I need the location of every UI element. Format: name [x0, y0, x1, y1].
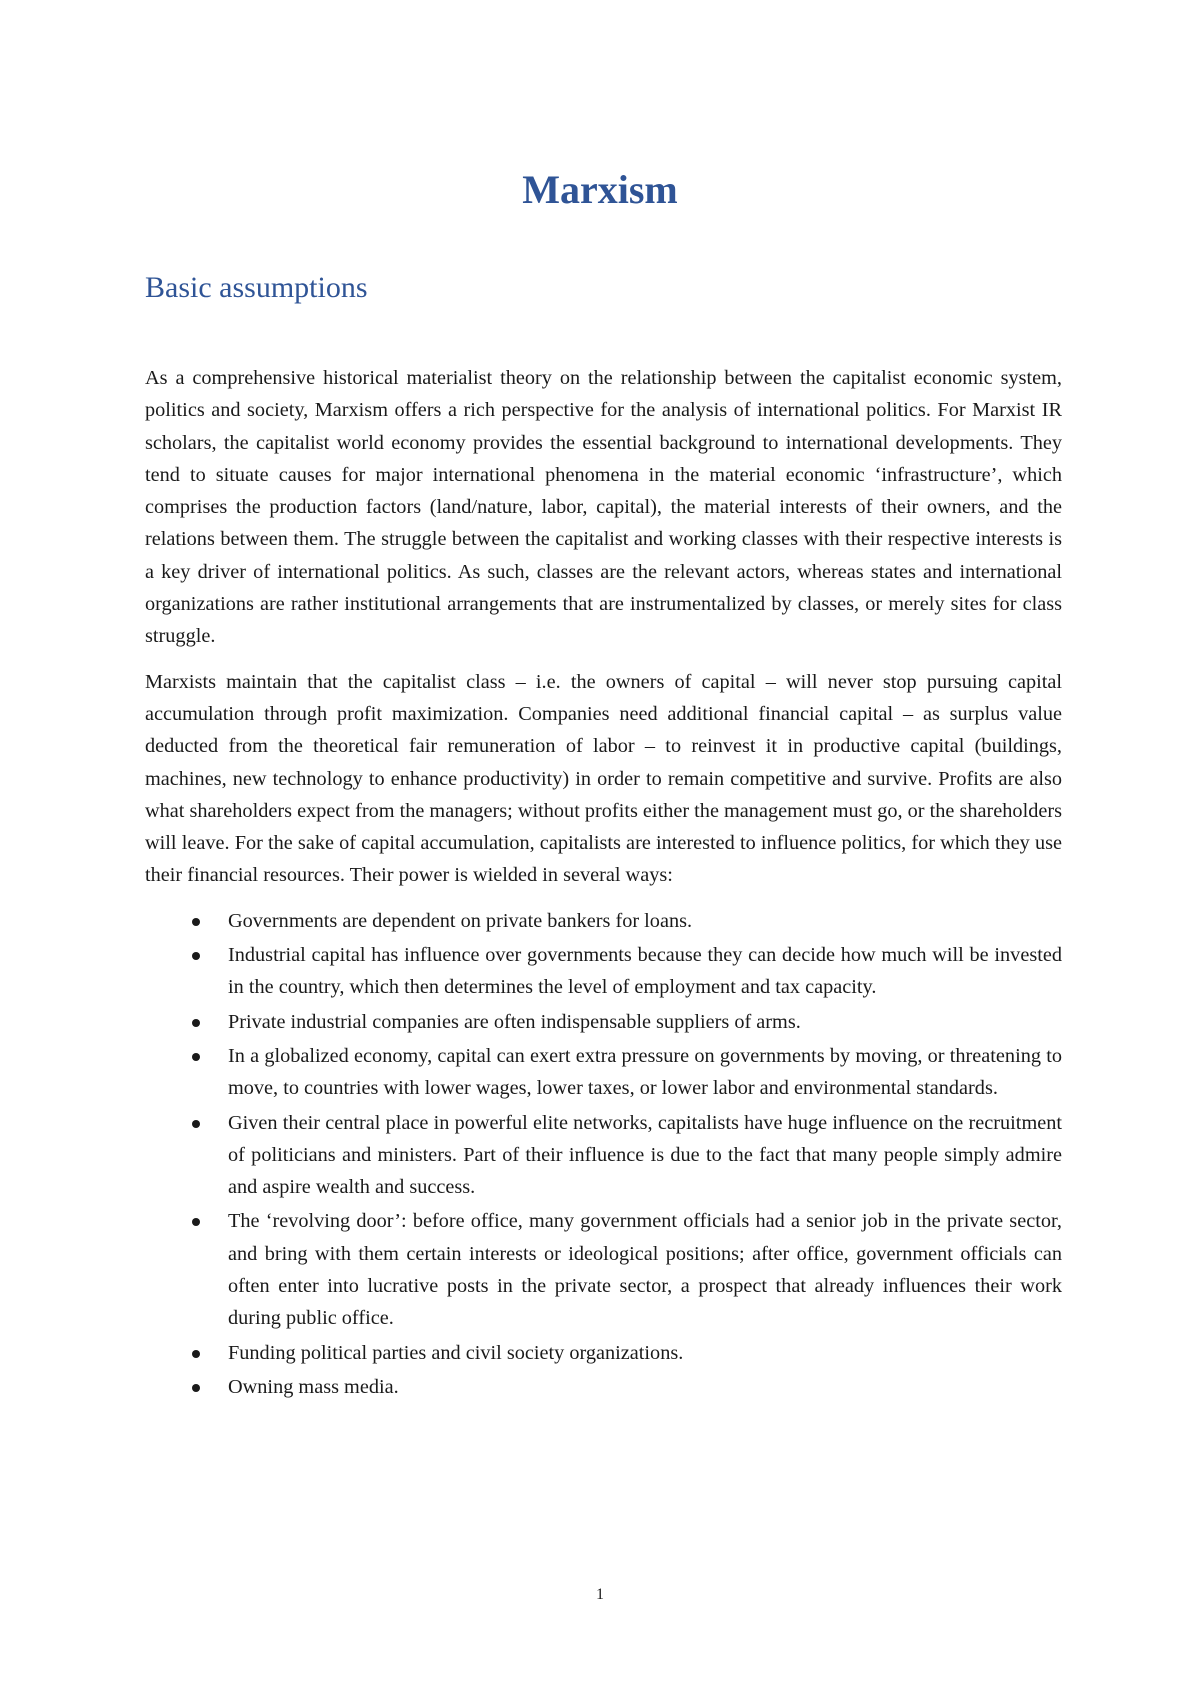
body-text: [145, 362, 1062, 1405]
list-item-text: Funding political parties and civil society organizations.: [228, 1341, 684, 1364]
bullet-icon: [192, 1019, 200, 1027]
bullet-icon: [192, 1384, 200, 1392]
list-item: [145, 1006, 1062, 1038]
list-item: [145, 1371, 1062, 1403]
paragraph: As a comprehensive historical materialist theory on the relationship between the capitalist economic system, politics and society, Marxism offers a rich perspective for the analysis of international politics. For Marxist IR scholars, the capitalist world economy provides the essential background to international developments. They tend to situate causes for major international phenomena in the material economic ‘infrastructure’, which comprises the production factors (land/nature, labor, capital), the material interests of their owners, and the relations between them. The struggle between the capitalist and working classes with their respective interests is a key driver of international politics. As such, classes are the relevant actors, whereas states and international organizations are rather institutional arrangements that are instrumentalized by classes, or merely sites for class struggle.: [145, 367, 1062, 648]
list-item: [145, 905, 1062, 937]
bullet-icon: [192, 1350, 200, 1358]
bullet-icon: [192, 952, 200, 960]
list-item-text: Governments are dependent on private bankers for loans.: [228, 909, 693, 932]
page-number: 1: [596, 1586, 604, 1603]
bullet-icon: [192, 918, 200, 926]
paragraph: Marxists maintain that the capitalist class – i.e. the owners of capital – will never stop pursuing capital accumulation through profit maximization. Companies need additional financial capital – as surplus value deducted from the theoretical fair remuneration of labor – to reinvest it in productive capital (buildings, machines, new technology to enhance productivity) in order to remain competitive and survive. Profits are also what shareholders expect from the managers; without profits either the management must go, or the shareholders will leave. For the sake of capital accumulation, capitalists are interested to influence politics, for which they use their financial resources. Their power is wielded in several ways:: [145, 670, 1062, 887]
list-item-text: In a globalized economy, capital can exert extra pressure on governments by moving, or threatening to move, to countries with lower wages, lower taxes, or lower labor and environmental standards.: [228, 1044, 1062, 1100]
bullet-list: [145, 905, 1062, 1403]
list-item-text: The ‘revolving door’: before office, many government officials had a senior job in the private sector, and bring with them certain interests or ideological positions; after office, government officials can often enter into lucrative posts in the private sector, a prospect that already influences their work during public office.: [228, 1210, 1062, 1330]
list-item: [145, 1337, 1062, 1369]
bullet-icon: [192, 1120, 200, 1128]
bullet-icon: [192, 1218, 200, 1226]
list-item-text: Private industrial companies are often indispensable suppliers of arms.: [228, 1010, 801, 1033]
list-item: [145, 1040, 1062, 1105]
list-item: [145, 1107, 1062, 1204]
list-item-text: Industrial capital has influence over governments because they can decide how much will be invested in the country, which then determines the level of employment and tax capacity.: [228, 944, 1062, 999]
bullet-icon: [192, 1053, 200, 1061]
list-item-text: Given their central place in powerful elite networks, capitalists have huge influence on the recruitment of politicians and ministers. Part of their influence is due to the fact that many people simply admire and aspire wealth and success.: [228, 1111, 1062, 1199]
list-item: [145, 939, 1062, 1004]
list-item: [145, 1205, 1062, 1334]
section-heading: Basic assumptions: [145, 271, 368, 304]
list-item-text: Owning mass media.: [228, 1375, 399, 1398]
document-title: Marxism: [522, 167, 678, 212]
